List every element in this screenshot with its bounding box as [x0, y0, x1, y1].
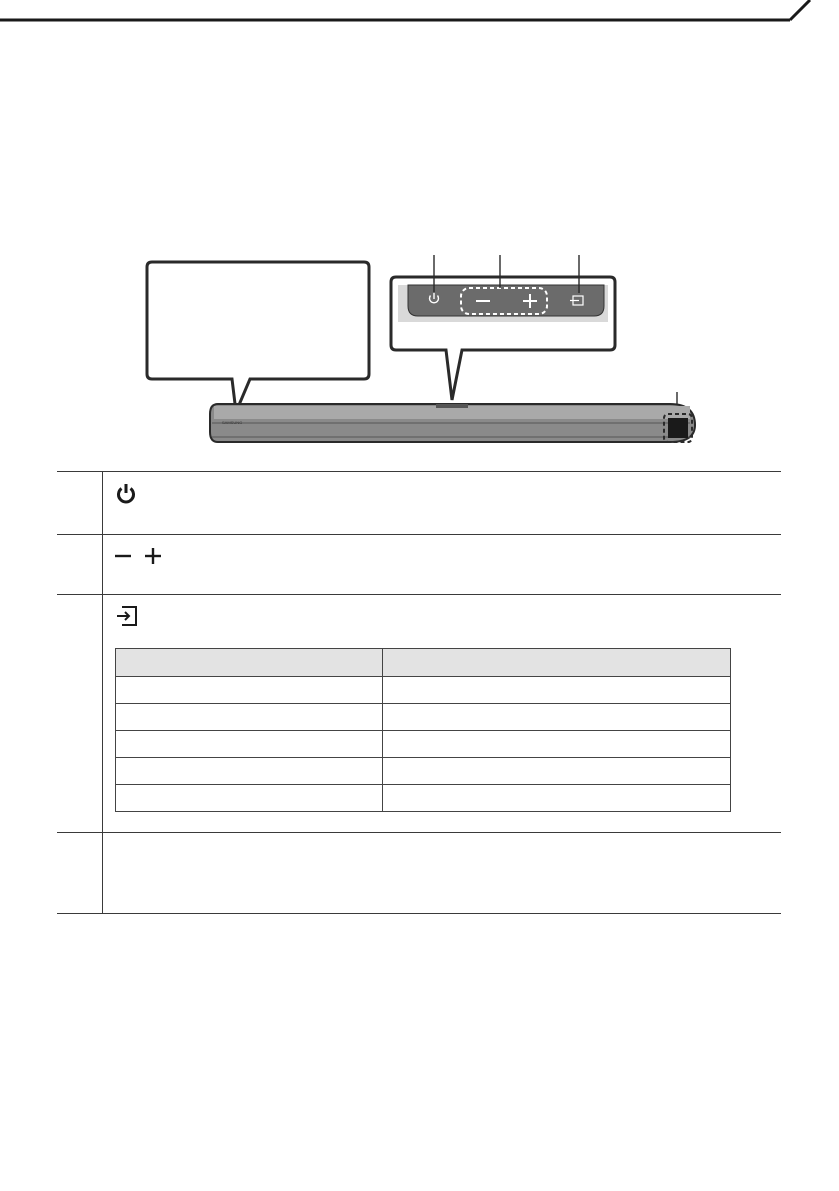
table-cell: [116, 704, 383, 731]
row-indicator: [57, 832, 781, 914]
table-cell: [116, 785, 383, 812]
table-row: [116, 731, 731, 758]
table-row: [116, 677, 731, 704]
table-cell: [383, 758, 731, 785]
table-cell: [383, 677, 731, 704]
indicator-graphic: [668, 418, 688, 438]
volume-icon: [115, 545, 167, 567]
row-source: [57, 594, 781, 832]
table-cell: [116, 758, 383, 785]
device-logo: SAMSUNG: [222, 420, 243, 425]
table-cell: [116, 677, 383, 704]
source-table-header: [116, 649, 731, 677]
row-volume: [57, 534, 781, 594]
row-description: [103, 472, 781, 519]
spec-table: [57, 471, 781, 914]
top-panel-strip: [436, 404, 468, 408]
header-rule: [0, 0, 839, 60]
row-power: [57, 471, 781, 534]
row-description: [103, 833, 781, 873]
table-cell: [383, 785, 731, 812]
table-row: [116, 758, 731, 785]
row-number-cell: [57, 535, 103, 594]
table-row: [116, 704, 731, 731]
row-number-cell: [57, 472, 103, 534]
row-description: [103, 535, 781, 582]
top-panel-callout: [391, 277, 615, 400]
row-description: [103, 595, 781, 832]
table-row: [116, 785, 731, 812]
left-callout: [147, 262, 369, 412]
header-cell: [116, 649, 383, 677]
power-icon: [115, 482, 137, 504]
header-cell: [383, 649, 731, 677]
table-cell: [383, 704, 731, 731]
source-mode-table: [115, 648, 731, 812]
soundbar-figure: [0, 240, 839, 470]
soundbar-body: [210, 404, 695, 442]
table-cell: [383, 731, 731, 758]
table-cell: [116, 731, 383, 758]
row-number-cell: [57, 595, 103, 832]
row-number-cell: [57, 833, 103, 913]
source-icon: [115, 605, 139, 627]
